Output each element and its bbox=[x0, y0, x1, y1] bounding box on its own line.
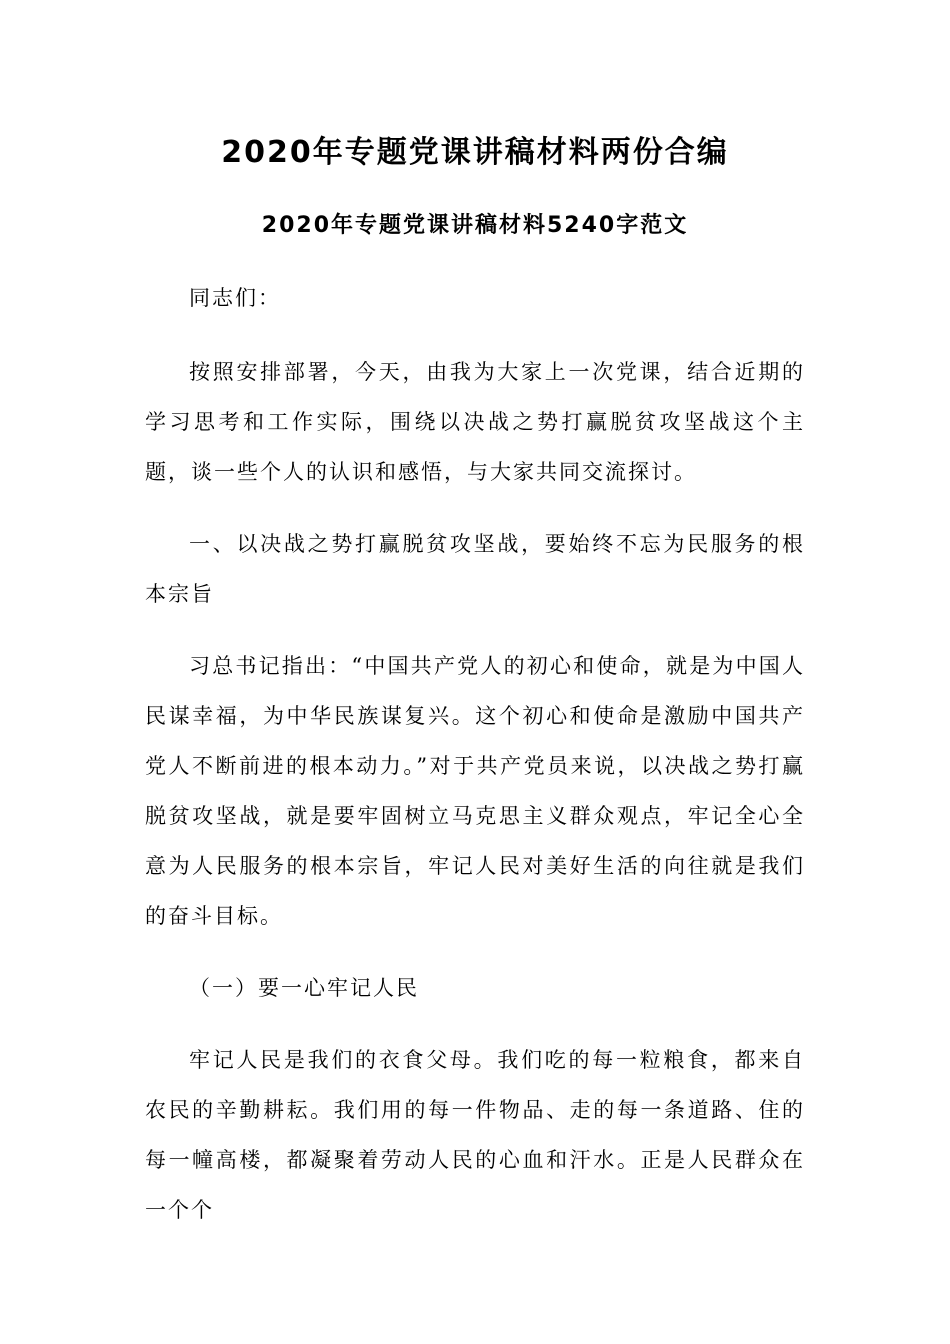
paragraph-people: 牢记人民是我们的衣食父母。我们吃的每一粒粮食，都来自农民的辛勤耕耘。我们用的每一件物品、走的每一条道路、住的每一幢高楼，都凝聚着劳动人民的心血和汗水。正是人民群众在一个个 bbox=[145, 1048, 805, 1222]
salutation: 同志们： bbox=[189, 286, 281, 310]
document-body bbox=[145, 273, 805, 1257]
paragraph-quote: 习总书记指出：“中国共产党人的初心和使命，就是为中国人民谋幸福，为中华民族谋复兴。这个初心和使命是激励中国共产党人不断前进的根本动力。”对于共产党员来说，以决战之势打赢脱贫攻坚战，就是要牢固树立马克思主义群众观点，牢记全心全意为人民服务的根本宗旨，牢记人民对美好生活的向往就是我们的奋斗目标。 bbox=[145, 654, 805, 928]
subsection-heading-1: （一）要一心牢记人民 bbox=[189, 976, 419, 1000]
document-subtitle: 2020年专题党课讲稿材料5240字范文 bbox=[261, 213, 689, 238]
document-title: 2020年专题党课讲稿材料两份合编 bbox=[221, 135, 729, 170]
section-heading-1: 一、以决战之势打赢脱贫攻坚战，要始终不忘为民服务的根本宗旨 bbox=[145, 532, 805, 606]
paragraph-intro: 按照安排部署，今天，由我为大家上一次党课，结合近期的学习思考和工作实际，围绕以决战之势打赢脱贫攻坚战这个主题，谈一些个人的认识和感悟，与大家共同交流探讨。 bbox=[145, 360, 805, 484]
